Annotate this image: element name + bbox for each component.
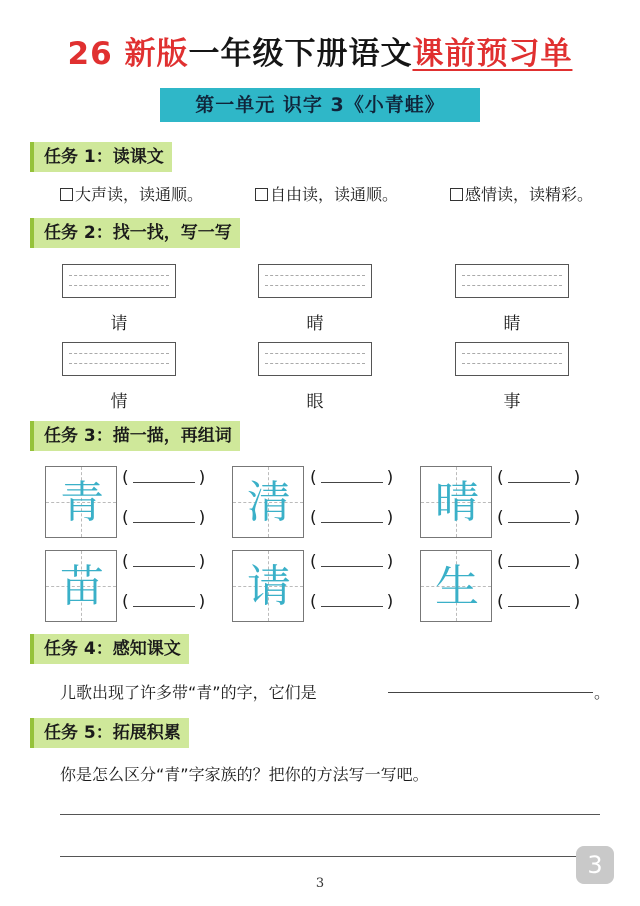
writing-box[interactable] bbox=[62, 264, 176, 298]
tian-grid bbox=[45, 466, 117, 538]
checkbox-icon[interactable] bbox=[450, 188, 463, 201]
word-blank[interactable]: ( ) bbox=[497, 508, 581, 528]
task4-period: 。 bbox=[594, 683, 611, 702]
task1-option-2[interactable]: 自由读，读通顺。 bbox=[255, 182, 398, 205]
task5-heading: 任务 5：拓展积累 bbox=[30, 718, 189, 748]
word-blank[interactable]: ( ) bbox=[122, 468, 206, 488]
task4-answer-line[interactable] bbox=[388, 692, 593, 693]
word-blank[interactable]: ( ) bbox=[310, 468, 394, 488]
page-badge: 3 bbox=[576, 846, 614, 884]
tian-grid bbox=[420, 550, 492, 622]
title-main: 一年级下册语文 bbox=[188, 36, 413, 72]
word-blank[interactable]: ( ) bbox=[497, 552, 581, 572]
writing-line[interactable] bbox=[60, 814, 600, 815]
checkbox-icon[interactable] bbox=[255, 188, 268, 201]
task5-question: 你是怎么区分“青”字家族的？把你的方法写一写吧。 bbox=[60, 765, 429, 784]
page-title bbox=[0, 28, 640, 73]
title-prefix: 26 新版 bbox=[67, 36, 189, 72]
task1-option-1[interactable]: 大声读，读通顺。 bbox=[60, 182, 203, 205]
trace-char: 青 bbox=[60, 477, 104, 528]
checkbox-icon[interactable] bbox=[60, 188, 73, 201]
word-blank[interactable]: ( ) bbox=[310, 508, 394, 528]
unit-banner: 第一单元 识字 3《小青蛙》 bbox=[160, 88, 480, 122]
writing-box[interactable] bbox=[455, 342, 569, 376]
title-suffix: 课前预习单 bbox=[412, 36, 573, 72]
trace-char: 请 bbox=[247, 561, 291, 612]
tian-grid bbox=[232, 550, 304, 622]
task1-option-3[interactable]: 感情读，读精彩。 bbox=[450, 182, 593, 205]
word-blank[interactable]: ( ) bbox=[497, 592, 581, 612]
word-blank[interactable]: ( ) bbox=[122, 508, 206, 528]
tian-grid bbox=[420, 466, 492, 538]
word-blank[interactable]: ( ) bbox=[497, 468, 581, 488]
writing-box[interactable] bbox=[455, 264, 569, 298]
task2-char: 睛 bbox=[503, 314, 521, 334]
task3-heading: 任务 3：描一描，再组词 bbox=[30, 421, 240, 451]
task1-heading: 任务 1：读课文 bbox=[30, 142, 172, 172]
page-number: 3 bbox=[315, 876, 325, 891]
word-blank[interactable]: ( ) bbox=[122, 552, 206, 572]
task2-char: 眼 bbox=[306, 392, 324, 412]
trace-char: 苗 bbox=[60, 561, 104, 612]
trace-char: 生 bbox=[435, 561, 479, 612]
task2-char: 情 bbox=[110, 392, 128, 412]
trace-char: 晴 bbox=[435, 477, 479, 528]
writing-box[interactable] bbox=[62, 342, 176, 376]
task4-sentence: 儿歌出现了许多带“青”的字，它们是 bbox=[60, 683, 317, 702]
writing-line[interactable] bbox=[60, 856, 600, 857]
trace-char: 清 bbox=[247, 477, 291, 528]
task2-char: 事 bbox=[503, 392, 521, 412]
writing-box[interactable] bbox=[258, 264, 372, 298]
task4-heading: 任务 4：感知课文 bbox=[30, 634, 189, 664]
word-blank[interactable]: ( ) bbox=[310, 592, 394, 612]
writing-box[interactable] bbox=[258, 342, 372, 376]
task2-char: 晴 bbox=[306, 314, 324, 334]
tian-grid bbox=[45, 550, 117, 622]
word-blank[interactable]: ( ) bbox=[310, 552, 394, 572]
task2-heading: 任务 2：找一找，写一写 bbox=[30, 218, 240, 248]
tian-grid bbox=[232, 466, 304, 538]
word-blank[interactable]: ( ) bbox=[122, 592, 206, 612]
task2-char: 请 bbox=[110, 314, 128, 334]
